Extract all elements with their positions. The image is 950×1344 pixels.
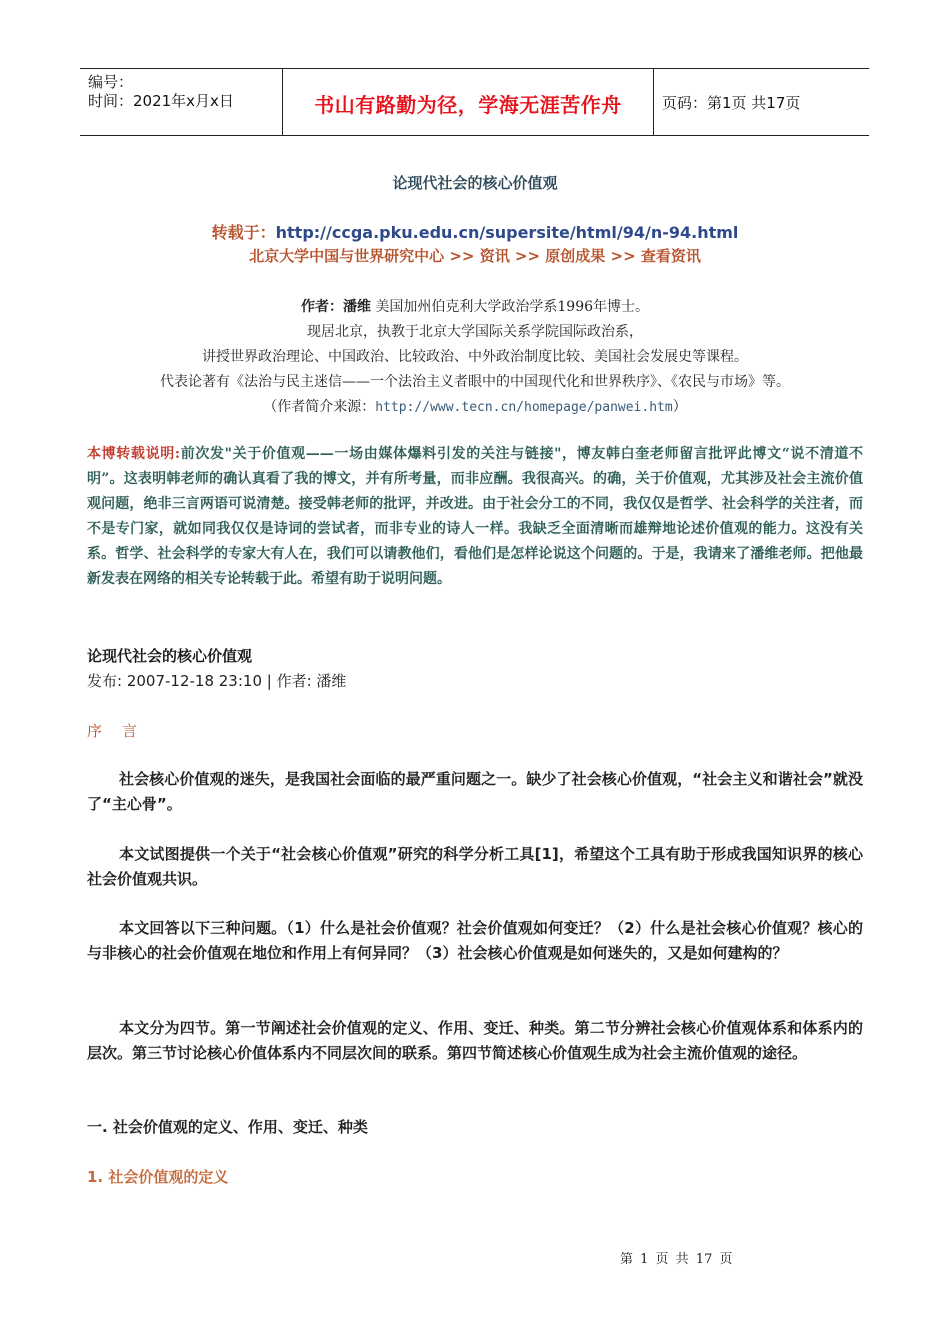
page-info: 页码：第1页 共17页 [662, 94, 801, 112]
header-page-cell [654, 69, 869, 135]
repost-note [87, 442, 863, 592]
preface-heading: 序言 [87, 722, 158, 740]
author-name: 潘维 [342, 299, 371, 315]
paragraph: 社会核心价值观的迷失，是我国社会面临的最严重问题之一。缺少了社会核心价值观，“社会主义和谐社会”就没了“主心骨”。 [87, 770, 863, 813]
author-line-3: 讲授世界政治理论、中国政治、比较政治、中外政治制度比较、美国社会发展史等课程。 [202, 349, 748, 365]
motto: 书山有路勤为径，学海无涯苦作舟 [314, 93, 622, 117]
repost-note-text: 前次发"关于价值观——一场由媒体爆料引发的关注与链接"，博友韩白奎老师留言批评此博文“说不清道不明”。这表明韩老师的确认真看了我的博文，并有所考量，而非应酬。我很高兴。的确，关于价值观，尤其涉及社会主流价值观问题，绝非三言两语可说清楚。接受韩老师的批评，并改进。由于社会分工的不同，我仅仅是哲学、社会科学的关注者，而不是专门家，就如同我仅仅是诗词的尝试者，而非专业的诗人一样。我缺乏全面清晰而雄辩地论述价值观的能力。这没有关系。哲学、社会科学的专家大有人在，我们可以请教他们，看他们是怎样论说这个问题的。于是，我请来了潘维老师。把他最新发表在网络的相关专论转载于此。希望有助于说明问题。 [87, 446, 864, 587]
author-line-4: 代表论著有《法治与民主迷信——一个法治主义者眼中的中国现代化和世界秩序》、《农民与市场》等。 [160, 374, 790, 390]
repost-url-link[interactable]: http://ccga.pku.edu.cn/supersite/html/94/n-94.html [275, 223, 739, 242]
header-meta-cell [80, 69, 283, 135]
repost-source [0, 220, 950, 243]
repost-note-label: 本博转载说明: [87, 446, 181, 462]
paragraph: 本文回答以下三种问题。（1）什么是社会价值观？社会价值观如何变迁？（2）什么是社会核心价值观？核心的与非核心的社会价值观在地位和作用上有何异同？（3）社会核心价值观是如何迷失的，又是如何建构的？ [87, 919, 863, 962]
author-source-link[interactable]: http://www.tecn.cn/homepage/panwei.htm [375, 400, 673, 415]
repost-label: 转载于： [211, 223, 276, 242]
article-meta: 发布: 2007-12-18 23:10 | 作者: 潘维 [87, 672, 347, 690]
subsection-heading: 1. 社会价值观的定义 [87, 1168, 229, 1186]
author-line-2: 现居北京，执教于北京大学国际关系学院国际政治系， [307, 324, 643, 340]
header-motto-cell [283, 69, 654, 135]
author-source-line [0, 396, 950, 416]
author-line-1 [0, 296, 950, 316]
author-degree: 美国加州伯克利大学政治学系1996年博士。 [370, 299, 650, 315]
source-prefix: （作者简介来源： [263, 399, 376, 415]
section-heading: 一. 社会价值观的定义、作用、变迁、种类 [87, 1118, 368, 1136]
paragraph: 本文试图提供一个关于“社会核心价值观”研究的科学分析工具[1]，希望这个工具有助于形成我国知识界的核心社会价值观共识。 [87, 845, 863, 888]
number-label: 编号： [88, 73, 134, 91]
breadcrumb[interactable]: 北京大学中国与世界研究中心 >> 资讯 >> 原创成果 >> 查看资讯 [249, 247, 701, 265]
source-suffix: ） [672, 399, 687, 415]
document-header-table [80, 68, 869, 136]
page-title: 论现代社会的核心价值观 [392, 174, 558, 192]
paragraph: 本文分为四节。第一节阐述社会价值观的定义、作用、变迁、种类。第二节分辨社会核心价值观体系和体系内的层次。第三节讨论核心价值体系内不同层次间的联系。第四节简述核心价值观生成为社会主流价值观的途径。 [87, 1019, 863, 1062]
page-footer: 第 1 页 共 17 页 [620, 1252, 733, 1267]
author-label: 作者： [300, 299, 343, 315]
time-label: 时间：2021年x月x日 [88, 92, 234, 110]
article-title: 论现代社会的核心价值观 [87, 647, 253, 665]
